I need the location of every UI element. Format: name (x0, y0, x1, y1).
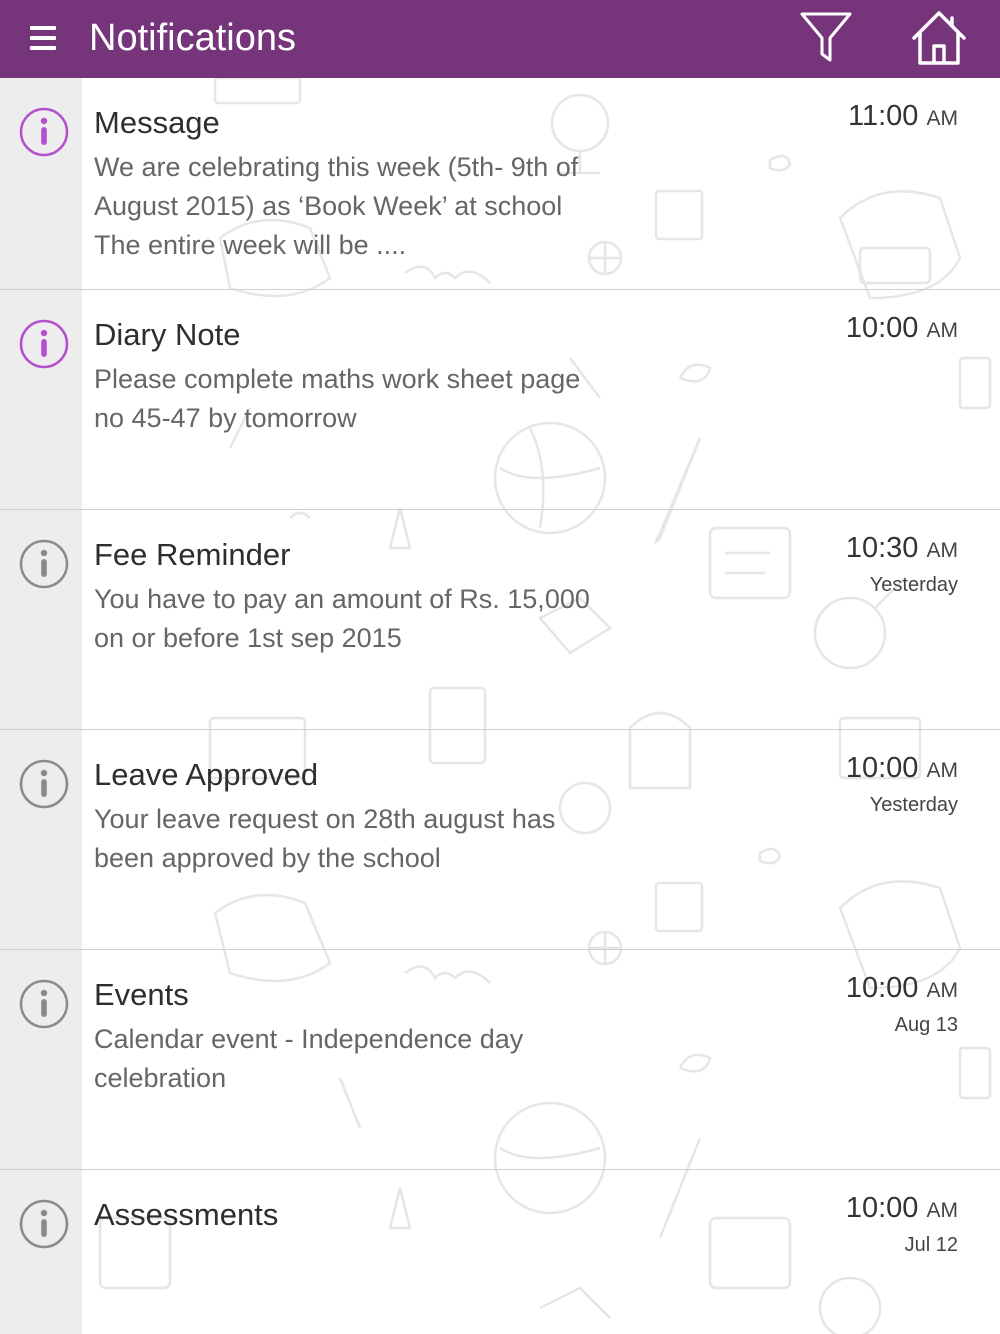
notification-time: 10:00 AM (845, 752, 958, 784)
info-icon (18, 758, 70, 810)
notification-body: Your leave request on 28th august has been approved by the school (94, 804, 556, 873)
notification-time: 11:00 AM (848, 100, 958, 132)
notification-body: We are celebrating this week (5th- 9th of August 2015) as ‘Book Week’ at school The entire week will be .... (94, 152, 579, 260)
notification-date: Jul 12 (904, 1234, 958, 1256)
notification-item-assessments[interactable] (0, 1170, 1000, 1334)
notification-date: Yesterday (869, 794, 958, 816)
info-icon (18, 318, 70, 370)
info-icon (18, 538, 70, 590)
notification-item-fee-reminder[interactable] (0, 510, 1000, 730)
app-header (0, 0, 1000, 78)
notification-time: 10:00 AM (845, 312, 958, 344)
notification-title: Message (94, 105, 220, 140)
home-icon[interactable] (908, 8, 970, 68)
notification-body: Please complete maths work sheet page no 45-47 by tomorrow (94, 364, 581, 433)
notification-body: You have to pay an amount of Rs. 15,000 on or before 1st sep 2015 (94, 584, 590, 653)
info-icon (18, 1198, 70, 1250)
notification-title: Diary Note (94, 317, 241, 352)
notification-date: Aug 13 (894, 1014, 958, 1036)
notification-title: Fee Reminder (94, 537, 291, 572)
notification-time: 10:00 AM (845, 972, 958, 1004)
notification-title: Events (94, 977, 189, 1012)
notification-time: 10:30 AM (845, 532, 958, 564)
notification-body: Calendar event - Independence day celebration (94, 1024, 524, 1093)
notification-item-message[interactable] (0, 78, 1000, 290)
notification-title: Leave Approved (94, 757, 319, 792)
notification-item-diary-note[interactable] (0, 290, 1000, 510)
notification-date: Yesterday (869, 574, 958, 596)
notification-list (0, 78, 1000, 1334)
filter-icon[interactable] (798, 10, 854, 66)
info-icon (18, 106, 70, 158)
hamburger-menu-icon[interactable] (26, 22, 62, 54)
notification-time: 10:00 AM (845, 1192, 958, 1224)
page-title: Notifications (89, 17, 296, 59)
notification-item-leave-approved[interactable] (0, 730, 1000, 950)
info-icon (18, 978, 70, 1030)
notification-title: Assessments (94, 1197, 279, 1232)
notification-item-events[interactable] (0, 950, 1000, 1170)
